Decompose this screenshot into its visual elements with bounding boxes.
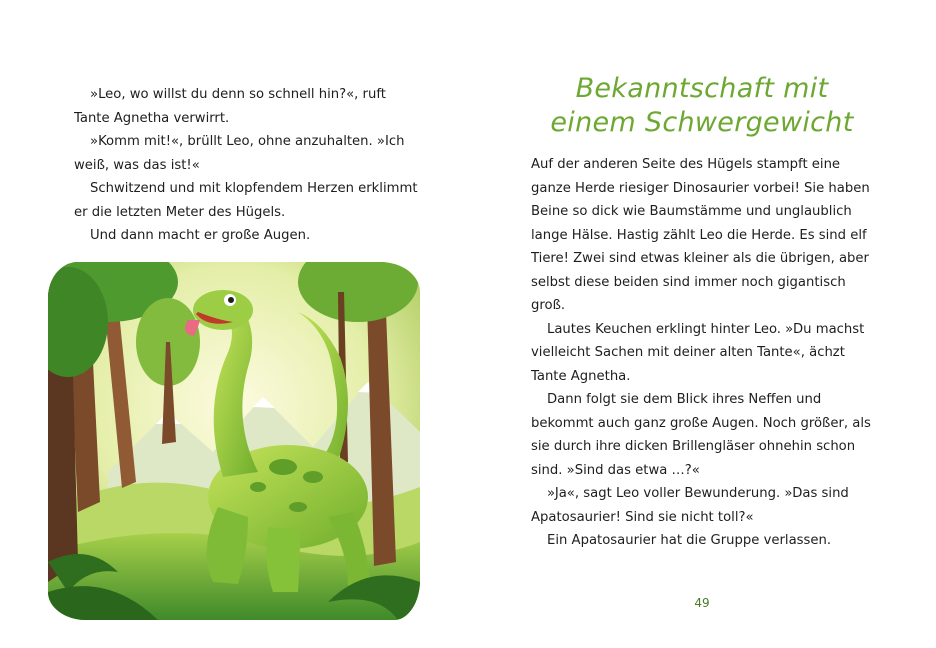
text-line: Dann folgt sie dem Blick ihres Neffen und [547, 392, 822, 407]
text-line: vielleicht Sachen mit deiner alten Tante«, ächzt [531, 345, 845, 360]
right-page [468, 0, 936, 648]
text-line: Auf der anderen Seite des Hügels stampft eine [531, 157, 841, 172]
text-line: Ein Apatosaurier hat die Gruppe verlassen. [547, 533, 832, 548]
text-line: sind. »Sind das etwa …?« [531, 462, 700, 478]
text-line: Schwitzend und mit klopfendem Herzen erklimmt [90, 181, 418, 196]
text-line: »Komm mit!«, brüllt Leo, ohne anzuhalten. »Ich [90, 134, 405, 149]
right-page-text [531, 153, 871, 553]
text-line: Und dann macht er große Augen. [90, 228, 311, 243]
text-line: sie durch ihre dicken Brillengläser ohnehin schon [531, 439, 856, 454]
text-line: »Leo, wo willst du denn so schnell hin?«, ruft [90, 87, 386, 102]
left-page-text [74, 83, 418, 248]
text-line: lange Hälse. Hastig zählt Leo die Herde. Es sind elf [531, 227, 867, 243]
chapter-title-line-1: Bekanntschaft mit [575, 73, 829, 104]
chapter-title [468, 72, 936, 140]
text-line: Tante Agnetha. [531, 368, 631, 384]
text-line: ganze Herde riesiger Dinosaurier vorbei! Sie haben [531, 180, 870, 196]
text-line: »Ja«, sagt Leo voller Bewunderung. »Das sind [547, 486, 849, 501]
text-line: Lautes Keuchen erklingt hinter Leo. »Du machst [547, 321, 865, 337]
text-line: bekommt auch ganz große Augen. Noch größer, als [531, 415, 871, 431]
text-line: selbst diese beiden sind immer noch gigantisch [531, 274, 846, 290]
text-line: er die letzten Meter des Hügels. [74, 204, 286, 220]
page-number: 49 [694, 596, 710, 610]
dinosaur-illustration [48, 262, 420, 620]
chapter-title-line-2: einem Schwergewicht [550, 107, 854, 138]
text-line: weiß, was das ist!« [74, 157, 200, 173]
text-line: Apatosaurier! Sind sie nicht toll?« [531, 509, 754, 525]
text-line: Beine so dick wie Baumstämme und unglaublich [531, 204, 852, 219]
text-line: Tante Agnetha verwirrt. [74, 110, 230, 126]
text-line: groß. [531, 298, 566, 313]
text-line: Tiere! Zwei sind etwas kleiner als die übrigen, aber [531, 251, 869, 266]
